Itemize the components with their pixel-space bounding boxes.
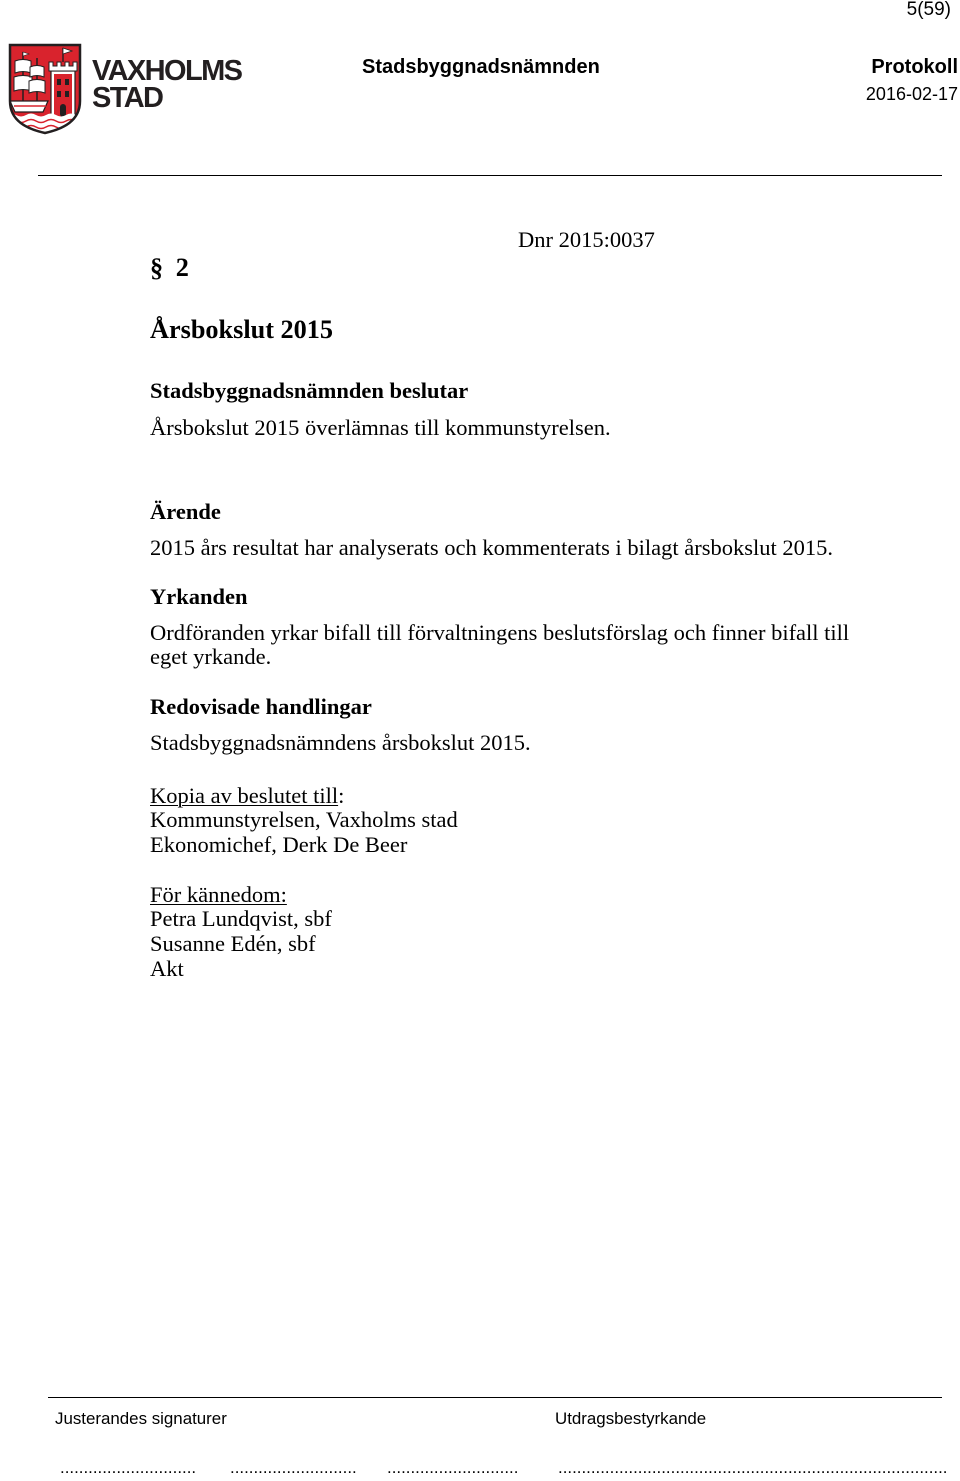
copy-recipient: Kommunstyrelsen, Vaxholms stad (150, 807, 458, 833)
document-type: Protokoll (871, 56, 958, 78)
for-information-block (150, 883, 332, 982)
ship-sail (15, 60, 31, 74)
committee-name: Stadsbyggnadsnämnden (362, 56, 600, 78)
ship-sail (29, 80, 45, 94)
tower-window (65, 79, 69, 85)
paragraph-number: § 2 (150, 253, 189, 283)
information-recipient: Susanne Edén, sbf (150, 931, 316, 957)
information-recipient: Akt (150, 955, 184, 981)
certification-line: ................................................................................... (558, 1458, 948, 1477)
decision-heading: Stadsbyggnadsnämnden beslutar (150, 377, 469, 403)
tower-window (57, 79, 61, 85)
logo-wordmark-line2: STAD (92, 82, 163, 114)
page-title: Årsbokslut 2015 (150, 314, 334, 344)
copy-to-block (150, 784, 458, 858)
footer-divider (48, 1397, 942, 1398)
tower-window (65, 91, 69, 97)
copy-recipient: Ekonomichef, Derk De Beer (150, 832, 408, 858)
motions-heading: Yrkanden (150, 583, 248, 609)
tower-window (57, 91, 61, 97)
for-information-label: För kännedom: (150, 881, 287, 907)
signature-line: ............................ (387, 1458, 519, 1477)
decision-text: Årsbokslut 2015 överlämnas till kommunstyrelsen. (150, 414, 611, 440)
matter-heading: Ärende (150, 498, 221, 524)
copy-to-label: Kopia av beslutet till (150, 782, 339, 808)
logo-wordmark-line1: VAXHOLMS (92, 55, 242, 87)
meeting-date: 2016-02-17 (865, 84, 958, 104)
municipality-logo (6, 41, 248, 135)
signature-line: ............................. (60, 1458, 197, 1477)
certification-label: Utdragsbestyrkande (555, 1408, 707, 1428)
signature-line: ........................... (230, 1458, 357, 1477)
signatures-label: Justerandes signaturer (55, 1408, 227, 1428)
header-divider (38, 175, 942, 176)
documents-text: Stadsbyggnadsnämndens årsbokslut 2015. (150, 729, 531, 755)
logo-wordmark (92, 55, 242, 114)
matter-text: 2015 års resultat har analyserats och kommenterats i bilagt årsbokslut 2015. (150, 534, 833, 560)
copy-to-colon: : (338, 782, 345, 808)
tower-door (60, 104, 66, 117)
information-recipient: Petra Lundqvist, sbf (150, 906, 332, 932)
coat-of-arms-icon (6, 41, 84, 135)
copy-to-label-line (150, 784, 458, 809)
page-number: 5(59) (906, 0, 951, 20)
ship-sail (30, 66, 44, 78)
documents-heading: Redovisade handlingar (150, 693, 372, 719)
case-number: Dnr 2015:0037 (518, 226, 655, 252)
motions-text: Ordföranden yrkar bifall till förvaltningens beslutsförslag och finner bifall till eget yrkande. (150, 619, 850, 670)
